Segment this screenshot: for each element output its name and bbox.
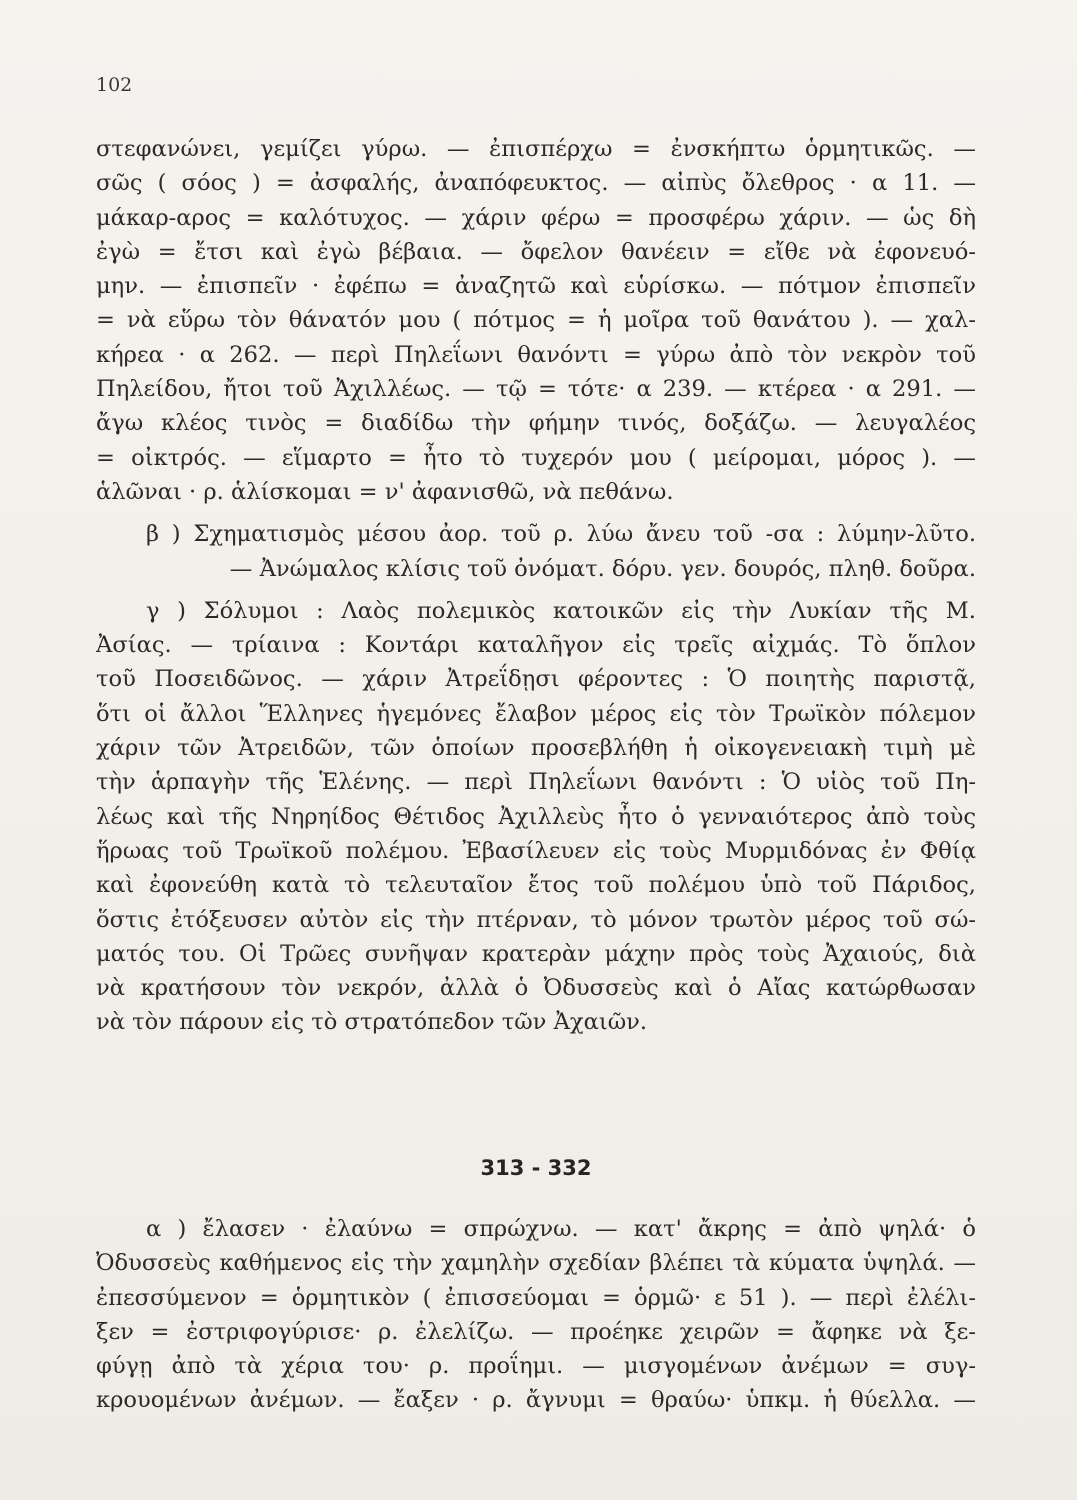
- note-c-line: Ἀσίας. — τρίαινα : Κοντάρι καταλῆγον εἰς τρεῖς αἰχμάς. Τὸ ὅπλον: [96, 632, 976, 659]
- note-c-line: τοῦ Ποσειδῶνος. — χάριν Ἀτρεΐδῃσι φέροντες : Ὁ ποιητὴς παριστᾷ,: [96, 666, 976, 693]
- text-line: ἄγω κλέος τινὸς = διαδίδω τὴν φήμην τινός, δοξάζω. — λευγαλέος: [96, 410, 976, 437]
- page-number: 102: [96, 74, 133, 96]
- text-line: α ) ἔλασεν · ἐλαύνω = σπρώχνω. — κατ' ἄκρης = ἀπὸ ψηλά· ὁ: [146, 1216, 976, 1242]
- note-c-line: γ ) Σόλυμοι : Λαὸς πολεμικὸς κατοικῶν εἰς τὴν Λυκίαν τῆς Μ.: [146, 597, 976, 624]
- text-line: στεφανώνει, γεμίζει γύρω. — ἐπισπέρχω = ἐνσκήπτω ὁρμητικῶς. —: [96, 136, 976, 162]
- note-c-line: ἥρωας τοῦ Τρωϊκοῦ πολέμου. Ἐβασίλευεν εἰς τοὺς Μυρμιδόνας ἐν Φθίᾳ: [96, 837, 976, 864]
- text-line: = οἰκτρός. — εἵμαρτο = ἦτο τὸ τυχερόν μου ( μείρομαι, μόρος ). —: [96, 444, 976, 471]
- note-c-line: ὅτι οἱ ἄλλοι Ἕλληνες ἡγεμόνες ἔλαβον μέρος εἰς τὸν Τρωϊκὸν πόλεμον: [96, 700, 976, 727]
- note-c-line: καὶ ἐφονεύθη κατὰ τὸ τελευταῖον ἔτος τοῦ πολέμου ὑπὸ τοῦ Πάριδος,: [96, 872, 976, 899]
- commentary-block-2: [96, 1212, 976, 1418]
- section-heading: 313 - 332: [480, 1156, 592, 1180]
- note-c-line: τὴν ἁρπαγὴν τῆς Ἑλένης. — περὶ Πηλεΐωνι θανόντι : Ὁ υἱὸς τοῦ Πη-: [96, 769, 976, 796]
- text-line: σῶς ( σόος ) = ἀσφαλής, ἀναπόφευκτος. — αἰπὺς ὄλεθρος · α 11. —: [96, 170, 976, 197]
- note-c-line: χάριν τῶν Ἀτρειδῶν, τῶν ὁποίων προσεβλήθη ἡ οἰκογενειακὴ τιμὴ μὲ: [96, 735, 976, 762]
- text-line: φύγῃ ἀπὸ τὰ χέρια του· ρ. προΐημι. — μισγομένων ἀνέμων = συγ-: [96, 1353, 976, 1380]
- text-line: = νὰ εὕρω τὸν θάνατόν μου ( πότμος = ἡ μοῖρα τοῦ θανάτου ). — χαλ-: [96, 307, 976, 334]
- commentary-block: [96, 132, 976, 1040]
- note-c-line: ματός του. Οἱ Τρῶες συνῆψαν κρατερὰν μάχην πρὸς τοὺς Ἀχαιούς, διὰ: [96, 940, 976, 967]
- text-line: κήρεα · α 262. — περὶ Πηλεΐωνι θανόντι = γύρω ἀπὸ τὸν νεκρὸν τοῦ: [96, 341, 976, 368]
- text-line: ξεν = ἐστριφογύρισε· ρ. ἐλελίζω. — προέηκε χειρῶν = ἄφηκε νὰ ξε-: [96, 1318, 976, 1345]
- text-line: ἐπεσσύμενον = ὁρμητικὸν ( ἐπισσεύομαι = ὁρμῶ· ε 51 ). — περὶ ἐλέλι-: [96, 1284, 976, 1311]
- note-c-line: νὰ κρατήσουν τὸν νεκρόν, ἀλλὰ ὁ Ὀδυσσεὺς καὶ ὁ Αἴας κατώρθωσαν: [96, 975, 976, 1002]
- text-line: κρουομένων ἀνέμων. — ἔαξεν · ρ. ἄγνυμι = θραύω· ὑπκμ. ἡ θύελλα. —: [96, 1387, 976, 1414]
- note-b-line: β ) Σχηματισμὸς μέσου ἀορ. τοῦ ρ. λύω ἄνευ τοῦ -σα : λύμην-λῦτο.: [146, 521, 976, 548]
- text-line: Ὀδυσσεὺς καθήμενος εἰς τὴν χαμηλὴν σχεδίαν βλέπει τὰ κύματα ὑψηλά. —: [96, 1250, 976, 1277]
- text-line: μάκαρ-αρος = καλότυχος. — χάριν φέρω = προσφέρω χάριν. — ὡς δὴ: [96, 204, 976, 231]
- note-c-line: ὅστις ἐτόξευσεν αὐτὸν εἰς τὴν πτέρναν, τὸ μόνον τρωτὸν μέρος τοῦ σώ-: [96, 906, 976, 933]
- note-c-line: νὰ τὸν πάρουν εἰς τὸ στρατόπεδον τῶν Ἀχαιῶν.: [96, 1009, 648, 1036]
- text-line: ἁλῶναι · ρ. ἁλίσκομαι = ν' ἀφανισθῶ, νὰ πεθάνω.: [96, 478, 674, 505]
- text-line: Πηλείδου, ἤτοι τοῦ Ἀχιλλέως. — τῷ = τότε· α 239. — κτέρεα · α 291. —: [96, 376, 976, 403]
- note-c-line: λέως καὶ τῆς Νηρηίδος Θέτιδος Ἀχιλλεὺς ἦτο ὁ γενναιότερος ἀπὸ τοὺς: [96, 803, 976, 830]
- text-line: μην. — ἐπισπεῖν · ἐφέπω = ἀναζητῶ καὶ εὑρίσκω. — πότμον ἐπισπεῖν: [96, 273, 976, 300]
- text-line: ἐγὼ = ἔτσι καὶ ἐγὼ βέβαια. — ὄφελον θανέειν = εἴθε νὰ ἐφονευό-: [96, 238, 976, 265]
- note-b-line: — Ἀνώμαλος κλίσις τοῦ ὀνόματ. δόρυ. γεν. δουρός, πληθ. δοῦρα.: [229, 555, 976, 582]
